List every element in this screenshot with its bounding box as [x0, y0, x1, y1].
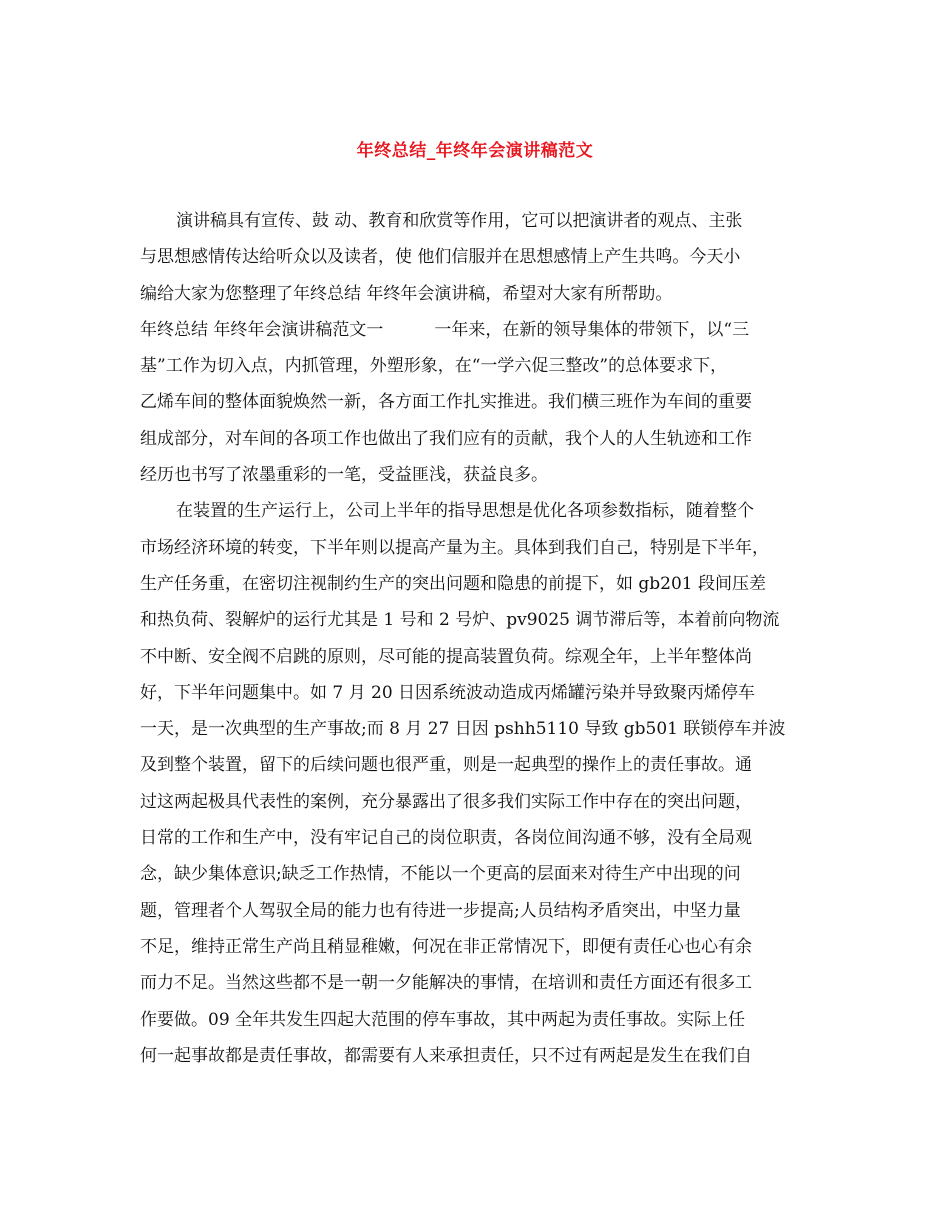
- body-line: 题，管理者个人驾驭全局的能力也有待进一步提高;人员结构矛盾突出，中坚力量: [140, 900, 741, 921]
- body-line: 基”工作为切入点，内抓管理，外塑形象，在“一学六促三整改”的总体要求下，: [140, 356, 728, 377]
- body-line: 编给大家为您整理了年终总结 年终年会演讲稿，希望对大家有所帮助。: [140, 283, 673, 304]
- body-line: 过这两起极具代表性的案例，充分暴露出了很多我们实际工作中存在的突出问题，: [140, 791, 752, 812]
- body-line: 而力不足。当然这些都不是一朝一夕能解决的事情，在培训和责任方面还有很多工: [140, 973, 752, 994]
- document-title: 年终总结_年终年会演讲稿范文: [356, 141, 594, 161]
- body-line: 经历也书写了浓墨重彩的一笔，受益匪浅，获益良多。: [140, 465, 548, 486]
- body-line: 演讲稿具有宣传、鼓 动、教育和欣赏等作用，它可以把演讲者的观点、主张: [176, 211, 743, 231]
- body-line: 年终总结 年终年会演讲稿范文一 一年来，在新的领导集体的带领下，以“三: [140, 319, 750, 340]
- body-line: 及到整个装置，留下的后续问题也很严重，则是一起典型的操作上的责任事故。通: [140, 755, 752, 776]
- body-line: 组成部分，对车间的各项工作也做出了我们应有的贡献，我个人的人生轨迹和工作: [140, 428, 752, 449]
- body-line: 念，缺少集体意识;缺乏工作热情，不能以一个更高的层面来对待生产中出现的问: [140, 864, 741, 885]
- body-line: 好，下半年问题集中。如 7 月 20 日因系统波动造成丙烯罐污染并导致聚丙烯停车: [140, 682, 756, 703]
- body-line: 生产任务重，在密切注视制约生产的突出问题和隐患的前提下，如 gb201 段间压差: [140, 573, 767, 594]
- body-line: 一天，是一次典型的生产事故;而 8 月 27 日因 pshh5110 导致 gb501 联锁停车并波: [140, 719, 786, 740]
- body-line: 何一起事故都是责任事故，都需要有人来承担责任，只不过有两起是发生在我们自: [140, 1045, 752, 1066]
- body-line: 不足，维持正常生产尚且稍显稚嫩，何况在非正常情况下，即便有责任心也心有余: [140, 936, 752, 957]
- body-line: 和热负荷、裂解炉的运行尤其是 1 号和 2 号炉、pv9025 调节滞后等，本着前向物流: [140, 610, 780, 631]
- body-line: 乙烯车间的整体面貌焕然一新，各方面工作扎实推进。我们横三班作为车间的重要: [140, 392, 752, 413]
- body-line: 市场经济环境的转变，下半年则以提高产量为主。具体到我们自己，特别是下半年，: [140, 537, 769, 558]
- body-line: 在装置的生产运行上，公司上半年的指导思想是优化各项参数指标，随着整个: [176, 501, 754, 522]
- body-line: 日常的工作和生产中，没有牢记自己的岗位职责，各岗位间沟通不够，没有全局观: [140, 828, 752, 849]
- body-line: 与思想感情传达给听众以及读者，使 他们信服并在思想感情上产生共鸣。今天小: [140, 247, 741, 268]
- body-line: 作要做。09 全年共发生四起大范围的停车事故，其中两起为责任事故。实际上任: [140, 1009, 746, 1030]
- document-body: [140, 203, 830, 1074]
- body-line: 不中断、安全阀不启跳的原则，尽可能的提高装置负荷。综观全年，上半年整体尚: [140, 646, 752, 667]
